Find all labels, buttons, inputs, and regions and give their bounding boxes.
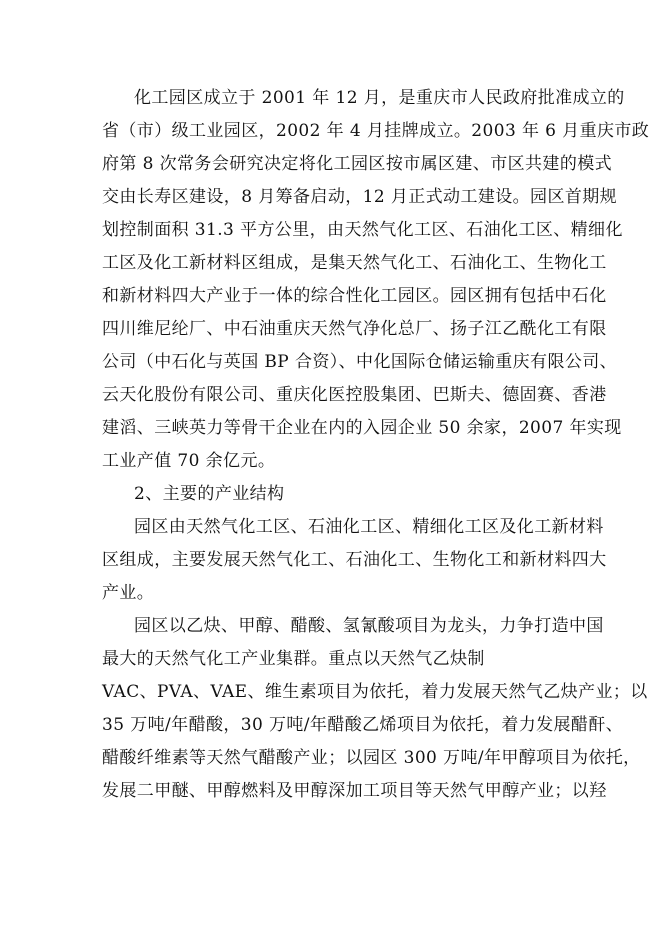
paragraph-3-line-3: VAC、PVA、VAE、维生素项目为依托，着力发展天然气乙炔产业；以 (102, 682, 648, 702)
paragraph-1-line-3: 府第 8 次常务会研究决定将化工园区按市属区建、市区共建的模式 (102, 154, 613, 174)
paragraph-3-line-6: 发展二甲醚、甲醇燃料及甲醇深加工项目等天然气甲醇产业；以羟 (102, 781, 607, 801)
paragraph-1-line-11: 建滔、三峡英力等骨干企业在内的入园企业 50 余家，2007 年实现 (102, 418, 622, 438)
paragraph-1-line-2: 省（市）级工业园区，2002 年 4 月挂牌成立。2003 年 6 月重庆市政 (102, 121, 650, 141)
paragraph-1-line-9: 公司（中石化与英国 BP 合资）、中化国际仓储运输重庆有限公司、 (102, 352, 618, 372)
paragraph-1-line-8: 四川维尼纶厂、中石油重庆天然气净化总厂、扬子江乙酰化工有限 (102, 319, 607, 339)
paragraph-3-line-4: 35 万吨/年醋酸，30 万吨/年醋酸乙烯项目为依托，着力发展醋酐、 (102, 715, 624, 735)
paragraph-3-line-1: 园区以乙炔、甲醇、醋酸、氢氰酸项目为龙头，力争打造中国 (134, 616, 604, 636)
section-heading: 2、主要的产业结构 (134, 484, 285, 504)
paragraph-2-line-3: 产业。 (102, 583, 155, 603)
paragraph-1-line-10: 云天化股份有限公司、重庆化医控股集团、巴斯夫、德固赛、香港 (102, 385, 607, 405)
paragraph-1-line-6: 工区及化工新材料区组成，是集天然气化工、石油化工、生物化工 (102, 253, 607, 273)
paragraph-2-line-1: 园区由天然气化工区、石油化工区、精细化工区及化工新材料 (134, 517, 604, 537)
paragraph-3-line-5: 醋酸纤维素等天然气醋酸产业；以园区 300 万吨/年甲醇项目为依托， (102, 748, 641, 768)
paragraph-1-line-12: 工业产值 70 余亿元。 (102, 451, 276, 471)
paragraph-1-line-7: 和新材料四大产业于一体的综合性化工园区。园区拥有包括中石化 (102, 286, 607, 306)
paragraph-1-line-4: 交由长寿区建设，8 月筹备启动，12 月正式动工建设。园区首期规 (102, 187, 618, 207)
paragraph-2-line-2: 区组成，主要发展天然气化工、石油化工、生物化工和新材料四大 (102, 550, 607, 570)
paragraph-1-line-1: 化工园区成立于 2001 年 12 月，是重庆市人民政府批准成立的 (134, 88, 625, 108)
paragraph-3-line-2: 最大的天然气化工产业集群。重点以天然气乙炔制 (102, 649, 485, 669)
paragraph-1-line-5: 划控制面积 31.3 平方公里，由天然气化工区、石油化工区、精细化 (102, 220, 623, 240)
